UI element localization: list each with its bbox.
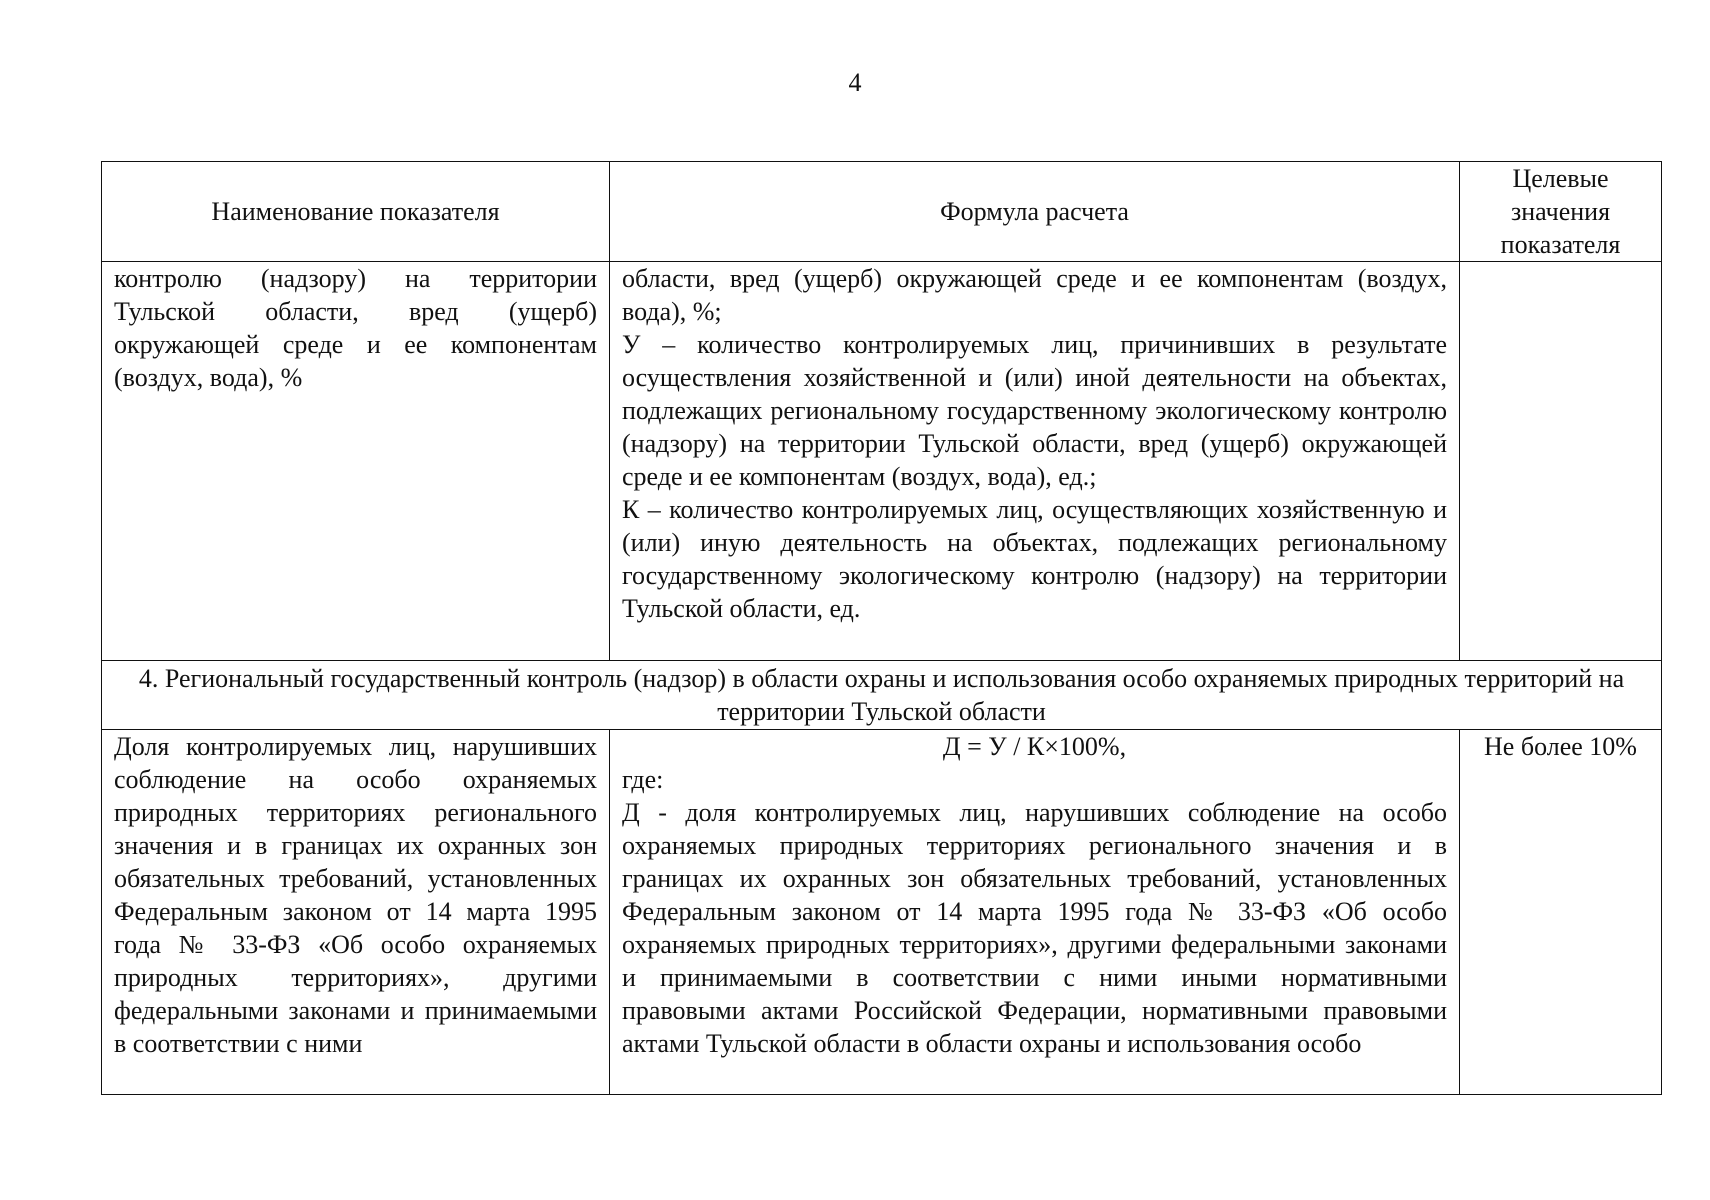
table-row [102, 730, 1662, 1095]
formula-cell [610, 262, 1460, 661]
section-heading-row [102, 661, 1662, 730]
formula-expression: Д = У / К×100%, [942, 732, 1127, 761]
header-formula: Формула расчета [610, 162, 1460, 262]
formula-paragraph: У – количество контролируемых лиц, причинивших в результате осуществления хозяйственной и (или) иной деятельности на объектах, подлежащих региональному государственному экологическому контролю (надзору) на территории Тульской области, вред (ущерб) окружающей среде и ее компонентам (воздух, вода), ед.; [622, 330, 1447, 491]
formula-paragraph: Д - доля контролируемых лиц, нарушивших соблюдение на особо охраняемых природных территориях регионального значения и в границах их охранных зон обязательных требований, установленных Федеральным законом от 14 марта 1995 года № 33-ФЗ «Об особо охраняемых природных территориях», другими федеральными законами и принимаемыми в соответствии с ними иными нормативными правовыми актами Российской Федерации, нормативными правовыми актами Тульской области в области охраны и использования особо [622, 798, 1447, 1058]
header-indicator-name: Наименование показателя [102, 162, 610, 262]
section-title: 4. Региональный государственный контроль (надзор) в области охраны и использования особо охраняемых природных территорий на территории Тульской области [102, 661, 1662, 730]
formula-paragraph: области, вред (ущерб) окружающей среде и ее компонентам (воздух, вода), %; [622, 264, 1447, 326]
header-target-values: Целевые значения показателя [1460, 162, 1662, 262]
target-value-cell [1460, 262, 1662, 661]
target-value-cell: Не более 10% [1460, 730, 1662, 1095]
formula-paragraph: К – количество контролируемых лиц, осуществляющих хозяйственную и (или) иную деятельность на объектах, подлежащих региональному государственному экологическому контролю (надзору) на территории Тульской области, ед. [622, 495, 1447, 623]
table-header-row [102, 162, 1662, 262]
indicators-table [101, 161, 1662, 1095]
table-row [102, 262, 1662, 661]
formula-cell [610, 730, 1460, 1095]
indicator-name-cell: Доля контролируемых лиц, нарушивших соблюдение на особо охраняемых природных территориях регионального значения и в границах их охранных зон обязательных требований, установленных Федеральным законом от 14 марта 1995 года № 33-ФЗ «Об особо охраняемых природных территориях», другими федеральными законами и принимаемыми в соответствии с ними [102, 730, 610, 1095]
indicator-name-cell: контролю (надзору) на территории Тульской области, вред (ущерб) окружающей среде и ее компонентам (воздух, вода), % [102, 262, 610, 661]
formula-where-label: где: [622, 765, 664, 794]
page-number: 4 [848, 68, 862, 97]
